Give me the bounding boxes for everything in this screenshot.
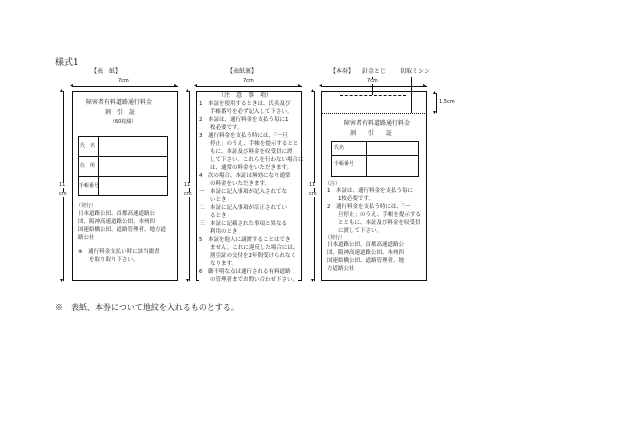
ticket-label: 【本券】 [330,68,355,75]
ticket-note-line: とともに、本証及び料金を収受員 [327,220,421,226]
form-title: 様式1 [55,58,79,68]
cover-row-address: 住 所 [80,163,96,169]
cover-issuer-line: 団、阪神高速道路公団、本州四 [78,219,156,225]
note-line: は、通常の料金をいただきます。 [199,165,293,171]
cover-height-num: 11 [59,182,66,188]
cover-note-line: ※ 通行料金支払い時に該当綴書 [78,249,160,255]
note-line: るとき [199,213,227,219]
cover-issuer-heading: （発行） [76,203,97,209]
ticket-note-heading: （注） [325,181,341,187]
back-heading: （注 意 事 項） [218,92,273,99]
cover-title-2: 割 引 証 [105,109,136,116]
note-line: 3 通行料金を支払う時には、「一旦 [199,133,288,139]
cover-width-line [72,86,178,87]
back-width-label: 7cm [243,78,254,84]
arrow-left-icon: ◂ [194,82,198,89]
ticket-note-line: 1枚必要です。 [327,196,375,202]
cover-issuer-line: 国連絡橋公団、道路管理者、地方道 [78,227,167,233]
back-height-num: 11 [184,182,191,188]
note-line: 枚必要です。 [199,125,243,131]
cover-title-3: （60枚綴） [110,119,137,125]
note-line: の管理者までお問い合わせ下さい。 [199,277,299,283]
arrow-right-icon: ▸ [174,82,178,89]
note-line: なります。 [199,261,238,267]
arrow-down-icon: ▾ [433,109,437,116]
ticket-issuer-line: 方道路公社 [327,266,355,272]
note-line: 二 本証に記入事項が訂正されてい [199,205,288,211]
note-line: 6 御不明な点は通行される有料道路 [199,269,291,275]
arrow-up-icon: ▴ [186,87,190,94]
ticket-row-name: 氏名 [334,145,345,151]
arrow-right-icon: ▸ [298,82,302,89]
note-line: 三 本証に記載された事項と異なる [199,221,288,227]
note-line: 手帳番号を必ず記入して下さい。 [199,109,293,115]
binding-label: 針金とじ [362,68,387,75]
ticket-height-num: 11 [309,182,316,188]
note-line: 1 本証を使用するときは、氏名及び [199,101,291,107]
arrow-left-icon: ◂ [319,82,323,89]
cover-label: 【表 紙】 [91,68,122,75]
perforation-label: 切取ミシン [400,68,430,75]
back-height-unit: cm [184,191,192,197]
note-line: ません。これに違反した場合には、 [199,245,299,251]
ticket-issuer-line: 団、阪神高速道路公団、本州四 [327,250,405,256]
cover-note-line: を取り取り下さい。 [78,257,139,263]
ticket-table-row-line [331,155,419,156]
arrow-down-icon: ▾ [60,277,64,284]
footnote: ※ 表紙、本券について地紋を入れるものとする。 [55,303,239,312]
ticket-note-line: に渡して下さい。 [327,228,383,234]
ticket-info-table [331,141,419,177]
arrow-down-icon: ▾ [311,277,315,284]
arrow-up-icon: ▴ [433,89,437,96]
note-line: 利用のとき [199,229,238,235]
cut-gap-line [436,93,437,113]
arrow-up-icon: ▴ [311,87,315,94]
ticket-title-2: 割 引 証 [350,130,393,137]
note-line: 4 次の場合、本証は無効になり通常 [199,173,291,179]
ticket-issuer-heading: （発行） [325,235,346,241]
cover-table-row-line [78,176,168,177]
perforation-line [321,113,427,114]
ticket-note-line: 1 本証は、通行料金を支払う毎に [327,188,414,194]
cover-row-handbook: 手帳番号 [79,183,100,189]
cover-table-row-line [78,156,168,157]
back-label: 【表紙裏】 [227,68,258,75]
note-line: 停止」のうえ、手帳を提示するとと [199,141,299,147]
ticket-row-handbook: 手帳番号 [334,161,355,167]
ticket-height-unit: cm [309,191,317,197]
arrow-right-icon: ▸ [423,82,427,89]
note-line: 一 本証に記入事項が記入されてな [199,189,288,195]
ticket-title-1: 障害者有料道路通行料金 [344,120,411,127]
arrow-up-icon: ▴ [60,87,64,94]
cover-height-unit: cm [59,191,67,197]
ticket-width-line [321,86,427,87]
arrow-left-icon: ◂ [70,82,74,89]
cover-title-1: 障害者有料道路通行料金 [86,99,153,106]
cover-issuer-line: 路公社 [78,235,95,241]
note-line: 5 本証を他人に譲渡することはでき [199,237,291,243]
ticket-note-line: 2 通行料金を支払う時には、「一 [327,204,411,210]
note-line: 割引証の交付を2年間受けられなく [199,253,297,259]
cover-row-name: 氏 名 [80,143,96,149]
back-width-line [196,86,302,87]
ticket-issuer-line: 国連絡橋公団、道路管理者、地 [327,258,405,264]
staple-line [340,95,406,96]
ticket-note-line: 旦停止」のうえ、手帳を提示する [327,212,421,218]
arrow-down-icon: ▾ [186,277,190,284]
note-line: もに、本証及び料金を収受員に渡 [199,149,293,155]
note-line: の料金をいただきます。 [199,181,271,187]
note-line: して下さい。これらを行わない場合に [199,157,304,163]
note-line: いとき [199,197,227,203]
cover-issuer-line: 日本道路公団、首都高速道路公 [78,211,156,217]
ticket-issuer-line: 日本道路公団、首都高速道路公 [327,242,405,248]
cut-gap-label: 1.5cm [439,99,455,105]
note-line: 2 本証は、通行料金を支払う毎に1 [199,117,289,123]
cover-width-label: 7cm [118,78,129,84]
ticket-width-label: 7cm [367,78,378,84]
ticket-table-divider [366,141,367,177]
